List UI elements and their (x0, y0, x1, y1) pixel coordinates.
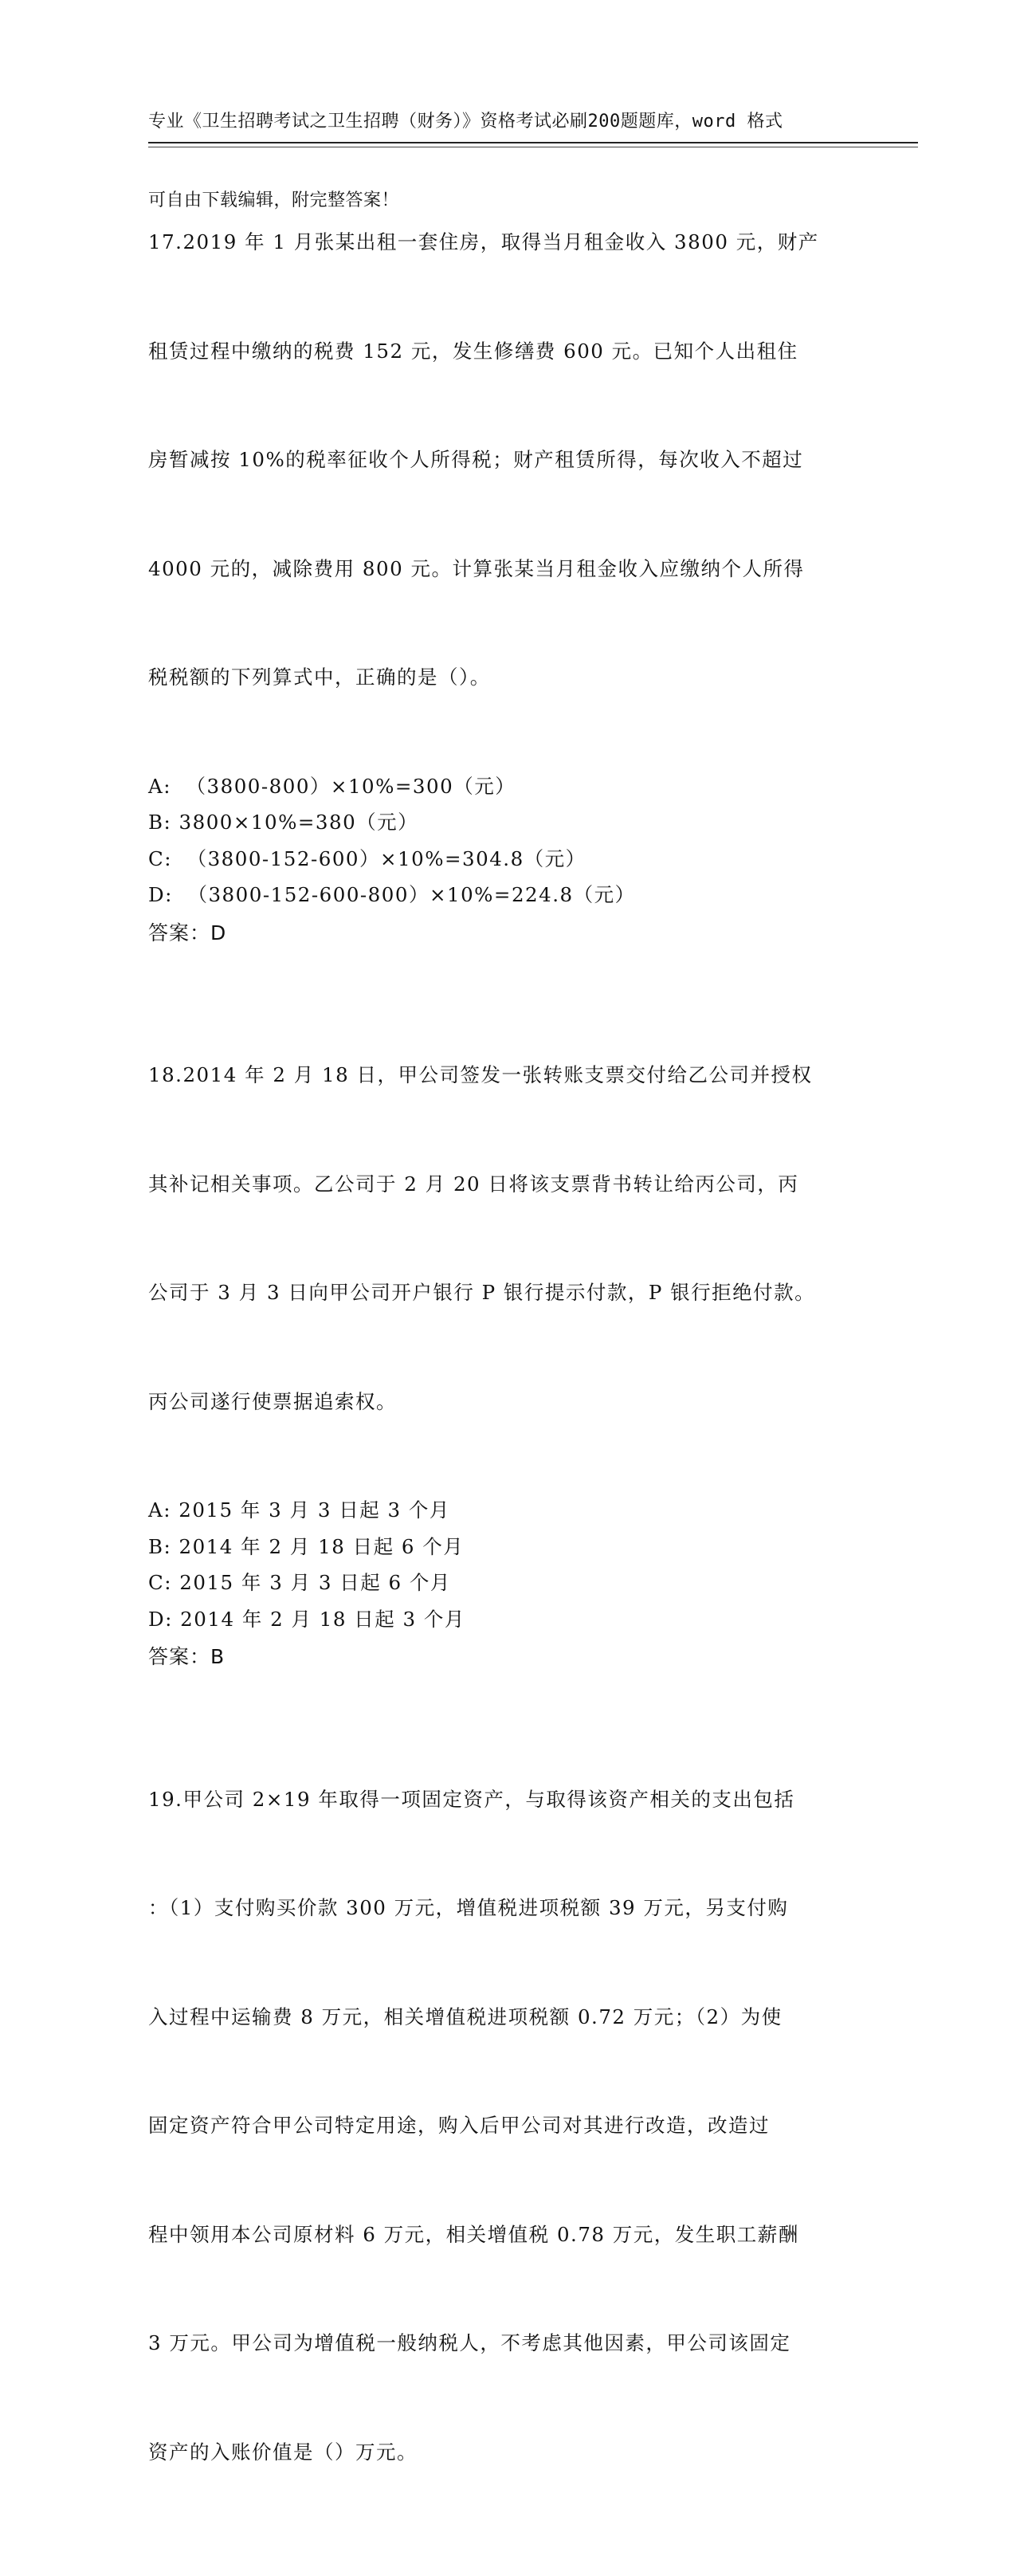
option-d: D: 2014 年 2 月 18 日起 3 个月 (148, 1607, 465, 1631)
stem-line: 租赁过程中缴纳的税费 152 元，发生修缮费 600 元。已知个人出租住 (148, 339, 798, 363)
stem-line: ：（1）支付购买价款 300 万元，增值税进项税额 39 万元，另支付购 (148, 1896, 789, 1919)
stem-line: 房暂减按 10%的税率征收个人所得税；财产租赁所得，每次收入不超过 (148, 448, 804, 471)
stem-line: 3 万元。甲公司为增值税一般纳税人，不考虑其他因素，甲公司该固定 (148, 2331, 791, 2354)
stem-line: 4000 元的，减除费用 800 元。计算张某当月租金收入应缴纳个人所得 (148, 556, 805, 580)
question-list (148, 151, 865, 2576)
stem-line: 18.2014 年 2 月 18 日，甲公司签发一张转账支票交付给乙公司并授权 (148, 1063, 813, 1086)
stem-line: 固定资产符合甲公司特定用途，购入后甲公司对其进行改造，改造过 (148, 2114, 770, 2137)
answer-label: 答案：B (148, 1645, 226, 1668)
header-line-2: 可自由下载编辑，附完整答案！ (148, 190, 400, 210)
option-c: C: （3800-152-600）×10%=304.8（元） (148, 846, 586, 870)
option-d: D: （3800-152-600-800）×10%=224.8（元） (148, 883, 636, 906)
option-c: C: 2015 年 3 月 3 日起 6 个月 (148, 1571, 451, 1594)
stem-line: 程中领用本公司原材料 6 万元，相关增值税 0.78 万元，发生职工薪酬 (148, 2222, 799, 2246)
header-divider-thick (148, 142, 918, 143)
question-19 (148, 1709, 865, 2543)
stem-line: 资产的入账价值是（）万元。 (148, 2440, 418, 2464)
question-stem (148, 1709, 865, 2543)
stem-line: 17.2019 年 1 月张某出租一套住房，取得当月租金收入 3800 元，财产 (148, 230, 819, 253)
stem-line: 其补记相关事项。乙公司于 2 月 20 日将该支票背书转让给丙公司，丙 (148, 1172, 799, 1196)
answer-label: 答案：D (148, 921, 227, 944)
question-stem (148, 984, 865, 1492)
stem-line: 税税额的下列算式中，正确的是（）。 (148, 666, 491, 689)
question-17 (148, 151, 865, 951)
question-stem (148, 151, 865, 768)
stem-line: 丙公司遂行使票据追索权。 (148, 1389, 397, 1413)
option-a: A: 2015 年 3 月 3 日起 3 个月 (148, 1498, 450, 1522)
question-18 (148, 984, 865, 1675)
stem-line: 19.甲公司 2×19 年取得一项固定资产，与取得该资产相关的支出包括 (148, 1787, 795, 1811)
header-line-1: 专业《卫生招聘考试之卫生招聘（财务）》资格考试必刷200题题库，word 格式 (148, 112, 783, 132)
option-a: A: （3800-800）×10%=300（元） (148, 774, 516, 798)
option-b: B: 2014 年 2 月 18 日起 6 个月 (148, 1534, 465, 1558)
stem-line: 公司于 3 月 3 日向甲公司开户银行 P 银行提示付款，P 银行拒绝付款。 (148, 1281, 816, 1304)
option-b: B: 3800×10%=380（元） (148, 811, 419, 834)
stem-line: 入过程中运输费 8 万元，相关增值税进项税额 0.72 万元；（2）为使 (148, 2005, 783, 2028)
